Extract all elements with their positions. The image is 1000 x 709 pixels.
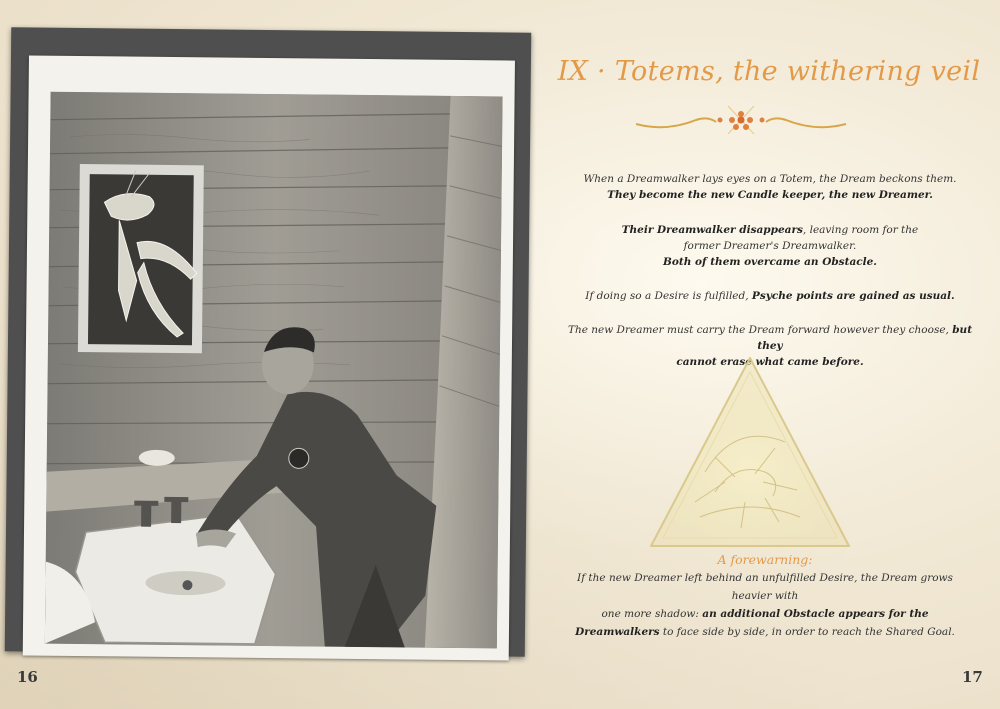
photo-print — [23, 55, 515, 660]
forewarning-title: A forewarning: — [717, 552, 813, 567]
fw-line1: If the new Dreamer left behind an unfulfilled Desire, the Dream grows heavier with — [577, 572, 953, 602]
vintage-photograph — [45, 92, 503, 649]
flourish-divider-icon — [632, 96, 850, 142]
triangle-totem-illustration — [645, 352, 855, 552]
p2-rest: , leaving room for the — [802, 224, 919, 236]
fw-line2-start: one more shadow: — [601, 608, 703, 620]
chapter-title: IX · Totems, the withering veil — [557, 56, 981, 87]
photo-scene-illustration — [45, 92, 503, 649]
fw-line2-bold: an additional Obstacle appears for the — [702, 608, 929, 620]
fw-line3-bold: Dreamwalkers — [575, 626, 660, 638]
paragraph-dreamwalker-disappears — [560, 222, 980, 270]
paragraph-totem-gaze — [560, 171, 980, 203]
p4-bold1: but they — [757, 324, 973, 352]
page-number-left: 16 — [17, 668, 38, 686]
p1-line2: They become the new Candle keeper, the new Dreamer. — [607, 189, 933, 201]
paragraph-forewarning — [560, 569, 970, 641]
p4-start: The new Dreamer must carry the Dream forward however they choose, — [567, 324, 953, 336]
p3-start: If doing so a Desire is fulfilled, — [585, 290, 752, 302]
fw-line3-rest: to face side by side, in order to reach the Shared Goal. — [659, 626, 955, 638]
p2-line3: Both of them overcame an Obstacle. — [663, 256, 877, 268]
p3-bold: Psyche points are gained as usual. — [751, 290, 955, 302]
p2-line2: former Dreamer's Dreamwalker. — [683, 240, 857, 252]
p4-bold2: cannot erase what came before. — [676, 356, 864, 368]
photo-mount — [5, 27, 532, 656]
p1-line1: When a Dreamwalker lays eyes on a Totem, the Dream beckons them. — [583, 173, 957, 185]
page-number-right: 17 — [962, 668, 983, 686]
paragraph-desire-fulfilled — [560, 288, 980, 304]
p2-bold: Their Dreamwalker disappears — [621, 224, 803, 236]
